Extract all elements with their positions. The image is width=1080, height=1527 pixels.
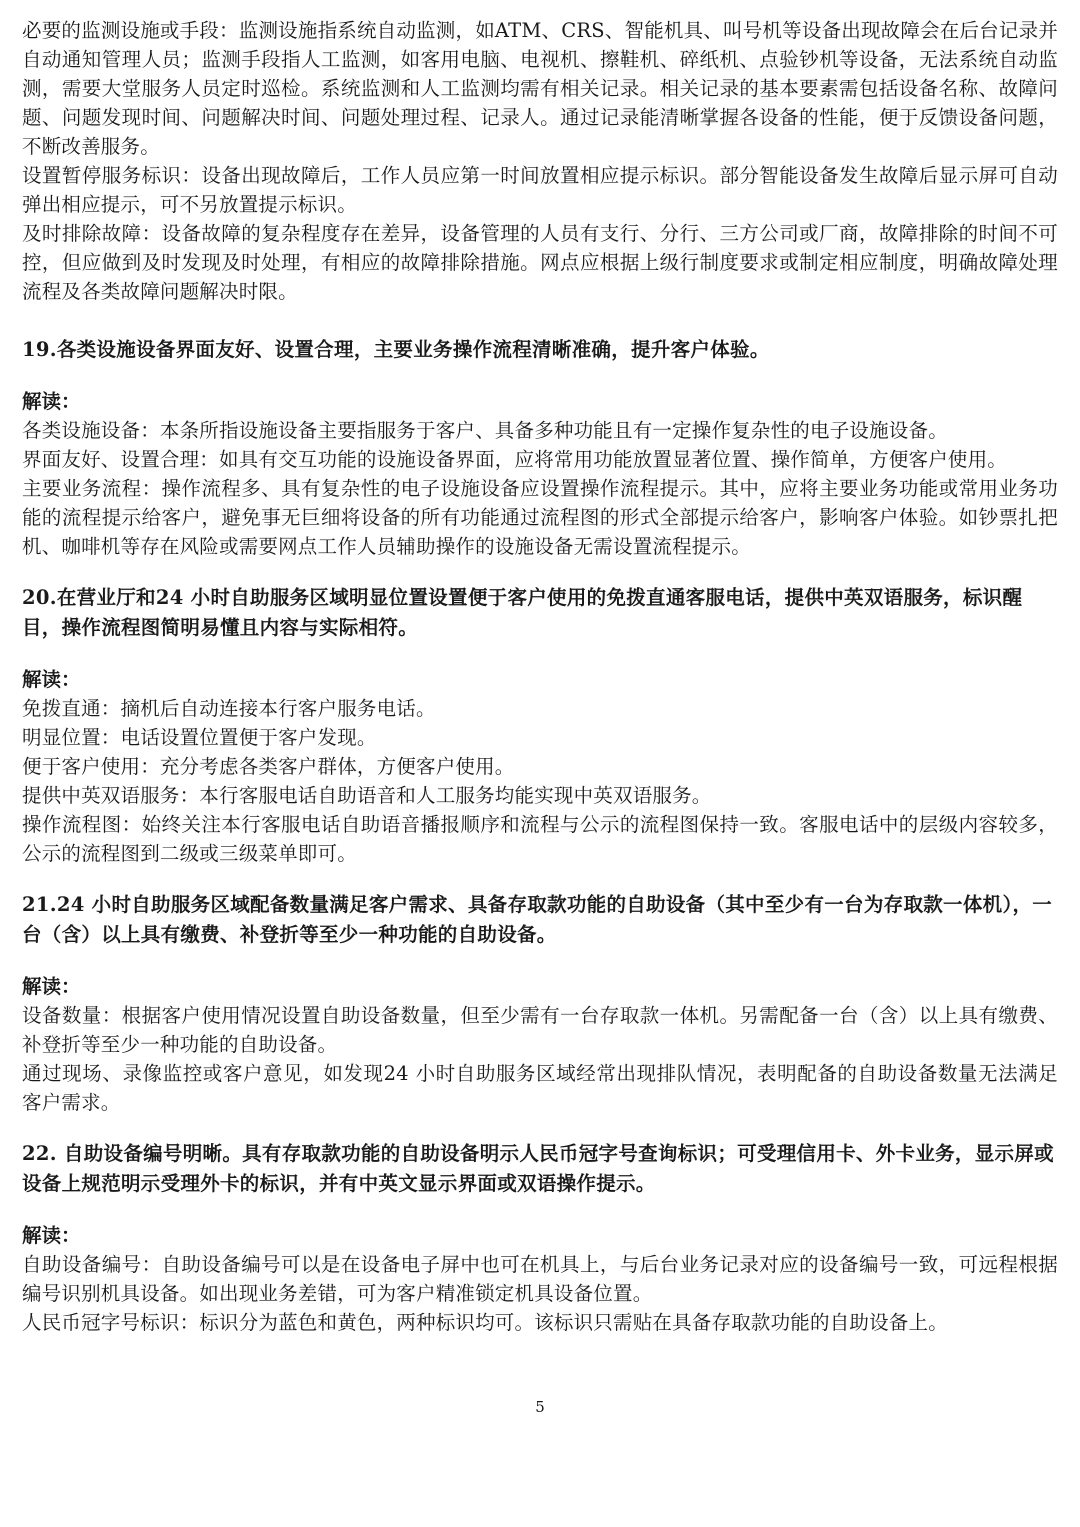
paragraph-20-3: 便于客户使用：充分考虑各类客户群体，方便客户使用。 bbox=[22, 755, 515, 778]
paragraph-21-1: 设备数量：根据客户使用情况设置自助设备数量，但至少需有一台存取款一体机。另需配备一台（含）以上具有缴费、补登折等至少一种功能的自助设备。 bbox=[22, 1004, 1058, 1056]
paragraph-20-5: 操作流程图：始终关注本行客服电话自助语音播报顺序和流程与公示的流程图保持一致。客服电话中的层级内容较多，公示的流程图到二级或三级菜单即可。 bbox=[22, 813, 1058, 865]
paragraph-troubleshooting: 及时排除故障：设备故障的复杂程度存在差异，设备管理的人员有支行、分行、三方公司或厂商，故障排除的时间不可控，但应做到及时发现及时处理，有相应的故障排除措施。网点应根据上级行制度要求或制定相应制度，明确故障处理流程及各类故障问题解决时限。 bbox=[22, 222, 1058, 303]
interpretation-label-22: 解读： bbox=[22, 1224, 81, 1247]
interpretation-label-21: 解读： bbox=[22, 975, 81, 998]
page-number: 5 bbox=[535, 1398, 545, 1416]
paragraph-pause-sign: 设置暂停服务标识：设备出现故障后，工作人员应第一时间放置相应提示标识。部分智能设备发生故障后显示屏可自动弹出相应提示，可不另放置提示标识。 bbox=[22, 164, 1058, 216]
spacer bbox=[22, 1117, 1058, 1139]
spacer bbox=[22, 868, 1058, 890]
paragraph-20-1: 免拨直通：摘机后自动连接本行客户服务电话。 bbox=[22, 697, 436, 720]
paragraph-19-1: 各类设施设备：本条所指设施设备主要指服务于客户、具备多种功能且有一定操作复杂性的电子设施设备。 bbox=[22, 419, 948, 442]
spacer bbox=[22, 306, 1058, 335]
spacer bbox=[22, 561, 1058, 583]
spacer bbox=[22, 950, 1058, 972]
paragraph-monitoring: 必要的监测设施或手段：监测设施指系统自动监测，如ATM、CRS、智能机具、叫号机等设备出现故障会在后台记录并自动通知管理人员；监测手段指人工监测，如客用电脑、电视机、擦鞋机、碎纸机、点验钞机等设备，无法系统自动监测，需要大堂服务人员定时巡检。系统监测和人工监测均需有相关记录。相关记录的基本要素需包括设备名称、故障问题、问题发现时间、问题解决时间、问题处理过程、记录人。通过记录能清晰掌握各设备的性能，便于反馈设备问题，不断改善服务。 bbox=[22, 19, 1058, 158]
section-heading-20: 20.在营业厅和24 小时自助服务区域明显位置设置便于客户使用的免拨直通客服电话，提供中英双语服务，标识醒目，操作流程图简明易懂且内容与实际相符。 bbox=[22, 586, 1023, 639]
interpretation-label-20: 解读： bbox=[22, 668, 81, 691]
spacer bbox=[22, 643, 1058, 665]
section-heading-21: 21.24 小时自助服务区域配备数量满足客户需求、具备存取款功能的自助设备（其中至少有一台为存取款一体机），一台（含）以上具有缴费、补登折等至少一种功能的自助设备。 bbox=[22, 893, 1053, 946]
document-page bbox=[22, 16, 1058, 1337]
section-heading-19: 19.各类设施设备界面友好、设置合理，主要业务操作流程清晰准确，提升客户体验。 bbox=[22, 338, 770, 361]
paragraph-21-2: 通过现场、录像监控或客户意见，如发现24 小时自助服务区域经常出现排队情况，表明配备的自助设备数量无法满足客户需求。 bbox=[22, 1062, 1058, 1114]
paragraph-19-3: 主要业务流程：操作流程多、具有复杂性的电子设施设备应设置操作流程提示。其中，应将主要业务功能或常用业务功能的流程提示给客户，避免事无巨细将设备的所有功能通过流程图的形式全部提示给客户，影响客户体验。如钞票扎把机、咖啡机等存在风险或需要网点工作人员辅助操作的设施设备无需设置流程提示。 bbox=[22, 477, 1058, 558]
spacer bbox=[22, 1199, 1058, 1221]
paragraph-20-4: 提供中英双语服务：本行客服电话自助语音和人工服务均能实现中英双语服务。 bbox=[22, 784, 712, 807]
section-heading-22: 22. 自助设备编号明晰。具有存取款功能的自助设备明示人民币冠字号查询标识；可受理信用卡、外卡业务，显示屏或设备上规范明示受理外卡的标识，并有中英文显示界面或双语操作提示。 bbox=[22, 1142, 1054, 1195]
paragraph-20-2: 明显位置：电话设置位置便于客户发现。 bbox=[22, 726, 377, 749]
spacer bbox=[22, 365, 1058, 387]
paragraph-22-2: 人民币冠字号标识：标识分为蓝色和黄色，两种标识均可。该标识只需贴在具备存取款功能的自助设备上。 bbox=[22, 1311, 948, 1334]
paragraph-22-1: 自助设备编号：自助设备编号可以是在设备电子屏中也可在机具上，与后台业务记录对应的设备编号一致，可远程根据编号识别机具设备。如出现业务差错，可为客户精准锁定机具设备位置。 bbox=[22, 1253, 1058, 1305]
paragraph-19-2: 界面友好、设置合理：如具有交互功能的设施设备界面，应将常用功能放置显著位置、操作简单，方便客户使用。 bbox=[22, 448, 1008, 471]
interpretation-label-19: 解读： bbox=[22, 390, 81, 413]
